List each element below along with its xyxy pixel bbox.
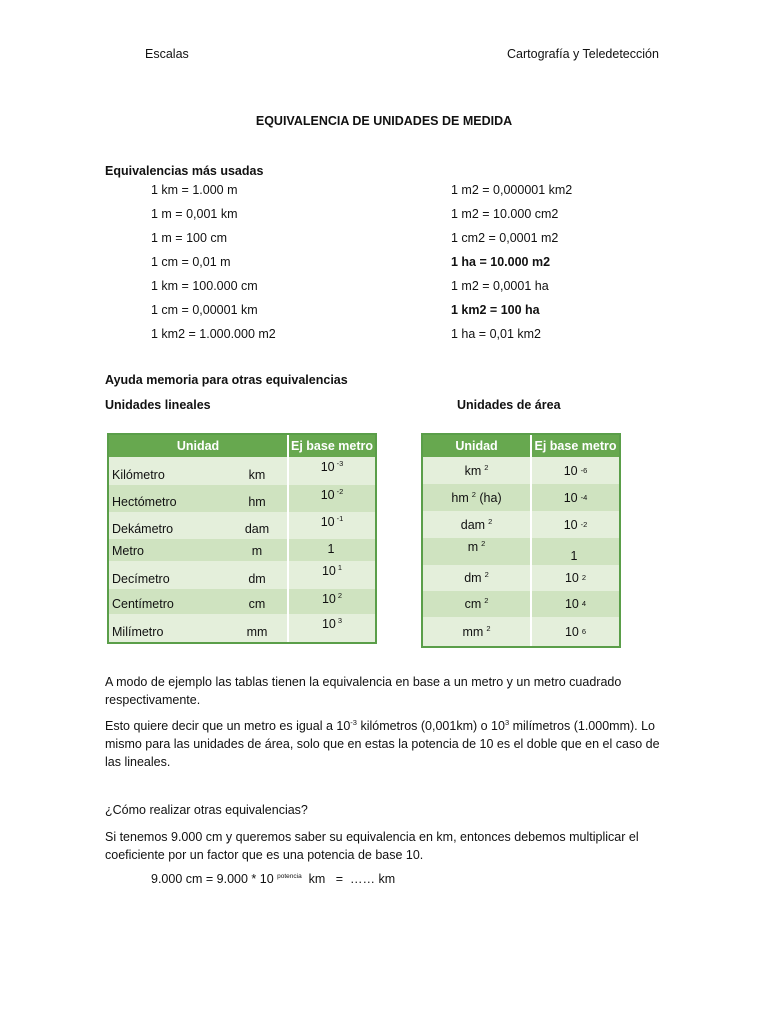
equivalencia-right-item: 1 ha = 0,01 km2 [451,327,541,341]
power-base: 10 [320,488,335,502]
base-metro-value [287,512,375,539]
unit-symbol: mm [462,624,484,639]
table-row [423,538,619,565]
table-row [423,484,619,511]
unit-abbr: dam [244,522,270,536]
power-base: 10 [563,517,578,532]
unit-exponent: 2 [484,462,489,472]
table-row [109,589,375,614]
table-row [109,539,375,561]
power-base: 10 [563,463,578,478]
equivalencia-right-item: 1 m2 = 0,0001 ha [451,279,549,293]
header-unidad: Unidad [176,439,220,453]
unit-symbol: hm [451,490,469,505]
equivalencia-right-item: 1 km2 = 100 ha [451,303,540,317]
area-unit [423,518,530,532]
equivalencia-left-item: 1 km = 100.000 cm [151,279,258,293]
base-metro-value [287,589,375,614]
unit-exponent: 2 [488,516,493,526]
equivalencia-left-item: 1 cm = 0,00001 km [151,303,258,317]
paragraph-metodo: Si tenemos 9.000 cm y queremos saber su equivalencia en km, entonces debemos multiplicar el coeficiente por un factor que es una potencia de base 10. [105,830,639,862]
power-exponent: -3 [336,459,344,468]
header-base-metro: Ej base metro [287,435,375,457]
tabla-area-header [423,435,619,457]
area-unit [423,597,530,611]
power-exponent: -1 [336,514,344,523]
power-base: 10 [563,490,578,505]
base-metro-value: 10 -6 [530,457,619,484]
base-metro-value [287,485,375,512]
equivalencia-left-item: 1 m = 0,001 km [151,207,238,221]
unit-name: Decímetro [112,572,170,586]
unit-name: Centímetro [112,597,174,611]
unit-abbr: km [248,468,266,482]
tabla-unidades-area [421,433,621,648]
tabla-lineal-header [109,435,375,457]
table-row [109,512,375,539]
paragraph-ejemplo: A modo de ejemplo las tablas tienen la equivalencia en base a un metro y un metro cuadrado respectivamente. [105,675,622,707]
power-exponent: 2 [337,591,343,600]
area-unit [423,491,530,505]
unit-abbr: hm [248,495,266,509]
table-row [423,591,619,617]
table-row [423,457,619,484]
document-title: EQUIVALENCIA DE UNIDADES DE MEDIDA [255,114,513,128]
unidades-area-label: Unidades de área [457,398,561,412]
unit-suffix: (ha) [475,490,502,505]
power-base: 10 [320,515,335,529]
power-base: 1 [327,542,335,556]
unit-name: Kilómetro [112,468,165,482]
table-row [423,617,619,646]
unit-abbr: m [251,544,263,558]
ayuda-heading: Ayuda memoria para otras equivalencias [105,373,348,387]
header-base-metro: Ej base metro [530,435,619,457]
power-base: 10 [564,571,579,585]
unit-name: Metro [112,544,144,558]
power-exponent: -2 [336,487,344,496]
power-base: 10 [321,617,336,631]
equivalencia-right-item: 1 m2 = 10.000 cm2 [451,207,559,221]
equivalencia-right-item: 1 cm2 = 0,0001 m2 [451,231,559,245]
header-unidad: Unidad [455,439,498,453]
unit-exponent: 2 [486,623,491,633]
unit-symbol: m [467,540,479,554]
unidades-lineales-label: Unidades lineales [105,398,211,412]
unit-symbol: cm [464,597,482,611]
paragraph-explicacion: Esto quiere decir que un metro es igual a $10^{-3}$ kilómetros (0,001km) o $10^3$ milímetros (1.000mm). Lo mismo para las unidades de área, solo que en estas la potencia de 10 es el doble que en el caso de las lineales. [105,718,660,769]
power-base: 10 [320,460,335,474]
table-row [109,614,375,642]
base-metro-value [287,561,375,589]
table-row [423,565,619,591]
unit-symbol: dam [460,517,486,532]
equivalencia-left-item: 1 km2 = 1.000.000 m2 [151,327,276,341]
area-unit [423,571,530,585]
base-metro-value: 10 -2 [530,511,619,538]
power-base: 10 [321,564,336,578]
tabla-unidades-lineales [107,433,377,644]
unit-exponent: 2 [484,570,489,579]
header-left: Escalas [145,47,189,61]
unit-abbr: mm [246,625,268,639]
equivalencia-left-item: 1 cm = 0,01 m [151,255,231,269]
question-heading: ¿Cómo realizar otras equivalencias? [105,803,308,817]
area-unit [423,538,530,554]
base-metro-value [287,457,375,485]
unit-exponent: 2 [481,539,486,548]
power-base: 10 [564,624,579,639]
power-base: 10 [564,597,579,611]
formula: 9.000 cm = 9.000 * 10 $^{potencia}$ km = …… km [151,872,396,886]
power-exponent: 1 [337,563,343,572]
base-metro-value [287,539,375,561]
unit-symbol: km [464,463,482,478]
base-metro-value: 10 -4 [530,484,619,511]
unit-abbr: dm [248,572,266,586]
unit-abbr: cm [248,597,266,611]
equivalencias-heading: Equivalencias más usadas [105,164,264,178]
equivalencia-right-item: 1 ha = 10.000 m2 [451,255,551,269]
power-exponent: 3 [337,616,343,625]
base-metro-value [530,538,619,565]
power-base: 10 [321,592,336,606]
unit-name: Dekámetro [112,522,174,536]
base-metro-value [287,614,375,642]
base-metro-value: 10 6 [530,617,619,646]
table-row [109,561,375,589]
table-row [109,485,375,512]
power-base: 1 [570,549,578,563]
equivalencia-right-item: 1 m2 = 0,000001 km2 [451,183,573,197]
unit-name: Milímetro [112,625,164,639]
unit-exponent: 2 [484,596,489,605]
unit-name: Hectómetro [112,495,177,509]
table-row [109,457,375,485]
equivalencia-left-item: 1 m = 100 cm [151,231,228,245]
base-metro-value: 10 4 [530,591,619,617]
area-unit [423,625,530,639]
base-metro-value: 10 2 [530,565,619,591]
equivalencia-left-item: 1 km = 1.000 m [151,183,238,197]
unit-exponent: 2 [471,489,476,499]
unit-symbol: dm [464,571,482,585]
table-row [423,511,619,538]
header-right: Cartografía y Teledetección [507,47,659,61]
area-unit [423,464,530,478]
